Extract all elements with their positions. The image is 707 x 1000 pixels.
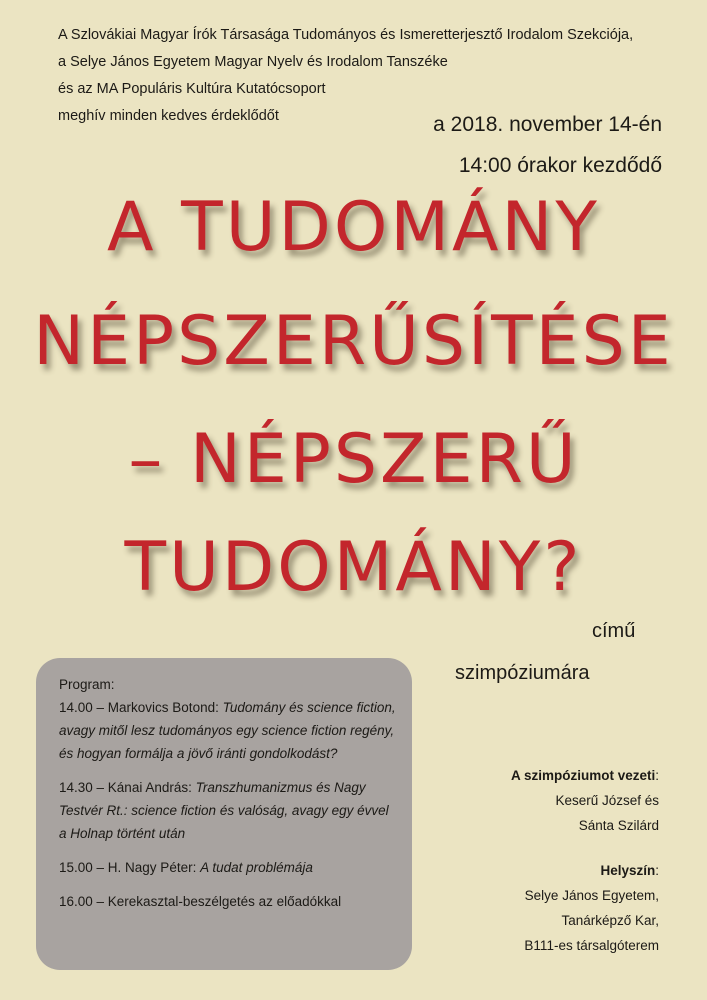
title-line-3: – NÉPSZERŰ [128, 420, 579, 499]
title-line-4: TUDOMÁNY? [124, 528, 583, 607]
invitation-line: meghív minden kedves érdeklődőt [58, 108, 279, 124]
program-label: Program: [59, 677, 115, 692]
venue-line: Selye János Egyetem, [524, 888, 659, 903]
program-item-speaker: 14.30 – Kánai András: [59, 780, 196, 795]
organizer-line: a Selye János Egyetem Magyar Nyelv és Irodalom Tanszéke [58, 54, 448, 70]
chair-name: Keserű József és [555, 793, 659, 808]
program-item-speaker: 14.00 – Markovics Botond: [59, 700, 223, 715]
program-box [36, 658, 412, 970]
subtitle-szimpoziumara: szimpóziumára [455, 662, 590, 684]
event-time: 14:00 órakor kezdődő [458, 154, 662, 177]
venue-colon: : [655, 863, 659, 878]
chair-label: A szimpóziumot vezeti [510, 768, 656, 783]
chair-name: Sánta Szilárd [578, 818, 659, 833]
organizer-line: és az MA Populáris Kultúra Kutatócsoport [58, 81, 326, 97]
venue-line: B111-es társalgóterem [524, 938, 659, 953]
program-item [59, 776, 399, 845]
program-item-title: Transzhumanizmus és Nagy Testvér Rt.: science fiction és valóság, avagy egy évvel a Holnap történt után [59, 780, 389, 841]
event-details [511, 763, 659, 958]
chair-colon: : [655, 768, 659, 783]
program-item [59, 696, 399, 765]
event-date: a 2018. november 14-én [433, 113, 662, 136]
program-item-title: Tudomány és science fiction, avagy mitől lesz tudományos egy science fiction regény, és hogyan formálja a jövő iránti gondolkodást? [59, 700, 396, 761]
title-line-2: NÉPSZERŰSÍTÉSE [33, 302, 674, 381]
program-item [59, 890, 399, 913]
program-item-speaker: 16.00 – Kerekasztal-beszélgetés az előadókkal [59, 894, 342, 909]
program-item-speaker: 15.00 – H. Nagy Péter: [59, 860, 201, 875]
title-line-1: A TUDOMÁNY [107, 188, 600, 267]
program-item-title: A tudat problémája [200, 860, 313, 875]
venue-line: Tanárképző Kar, [561, 913, 659, 928]
program-item [59, 856, 399, 879]
organizer-line: A Szlovákiai Magyar Írók Társasága Tudományos és Ismeretterjesztő Irodalom Szekciója, [58, 27, 634, 43]
venue-label: Helyszín [600, 863, 656, 878]
subtitle-cimu: című [592, 620, 636, 642]
